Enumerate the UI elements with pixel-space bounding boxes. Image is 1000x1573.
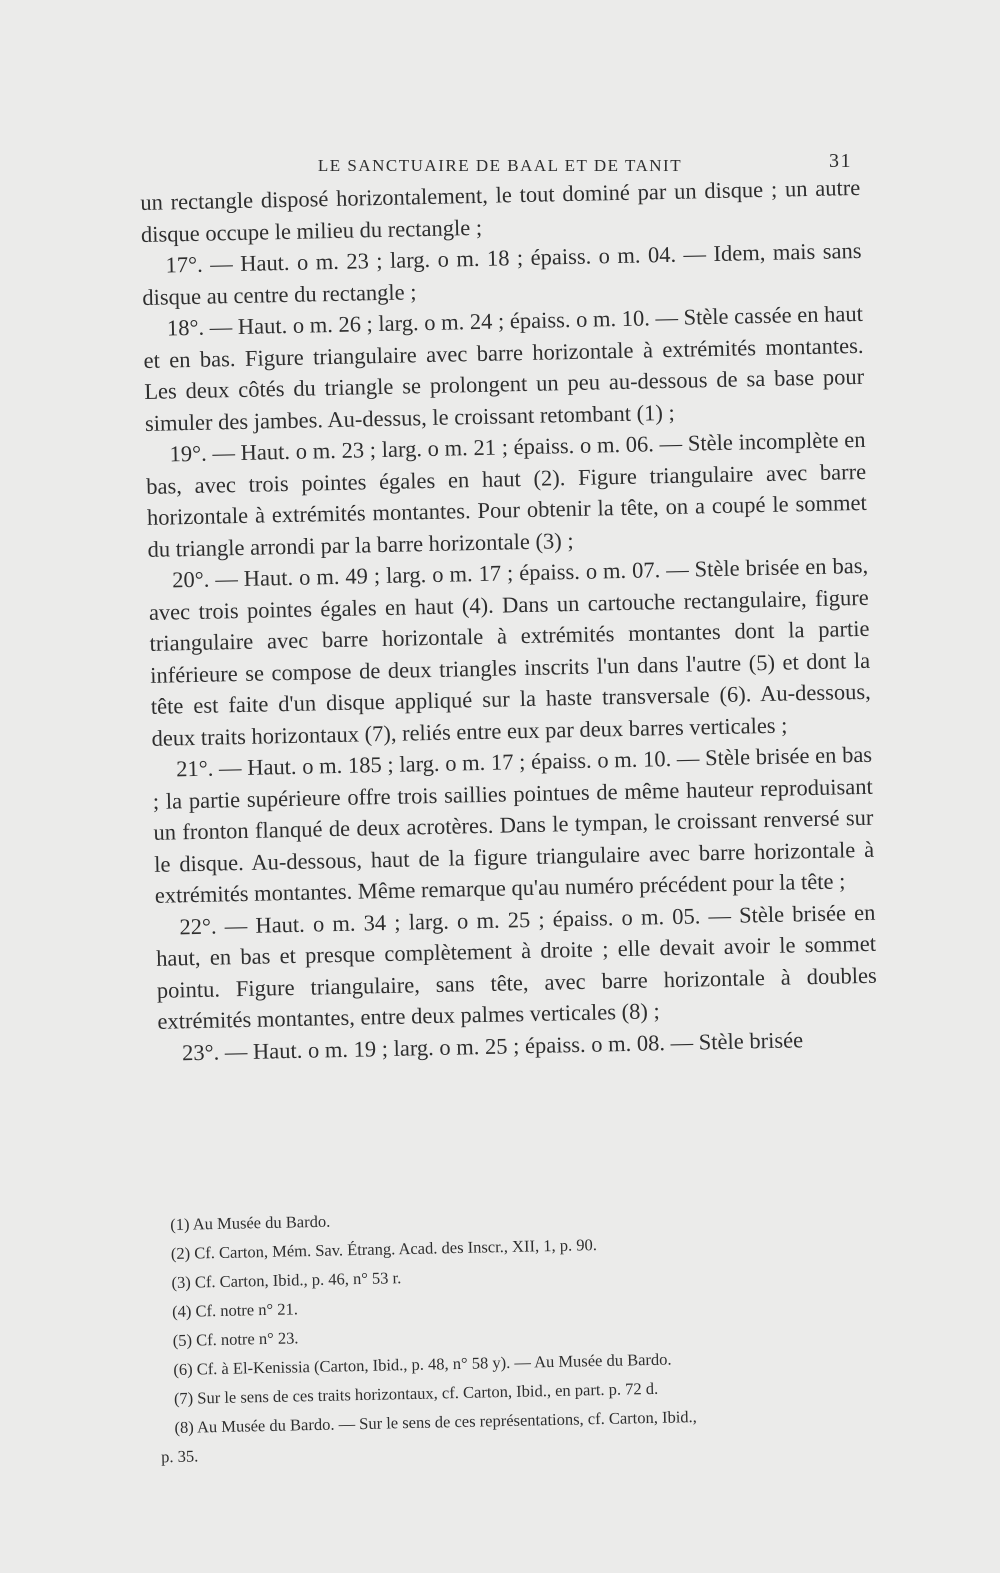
- footnote-5: (5) Cf. notre n° 23.: [172, 1328, 299, 1350]
- footnote-8: (8) Au Musée du Bardo. — Sur le sens de ces représentations, cf. Carton, Ibid.,: [174, 1407, 698, 1437]
- footnote-7: (7) Sur le sens de ces traits horizontaux, cf. Carton, Ibid., en part. p. 72 d.: [173, 1378, 659, 1408]
- entry-18: 18°. — Haut. o m. 26 ; larg. o m. 24 ; épaiss. o m. 10. — Stèle cassée en haut et en bas. Figure triangulaire avec barre horizontale à extrémités montantes. Les deux côtés du triangle se prolongent un peu au-dessous de sa base pour simuler des jambes. Au-dessus, le croissant retombant (1) ;: [143, 300, 865, 436]
- entry-23: 23°. — Haut. o m. 19 ; larg. o m. 25 ; épaiss. o m. 08. — Stèle brisée: [181, 1026, 804, 1065]
- entry-21: 21°. — Haut. o m. 185 ; larg. o m. 17 ; épaiss. o m. 10. — Stèle brisée en bas ; la partie supérieure offre trois saillies pointues de même hauteur reproduisant un fronton flanqué de deux acrotères. Dans le tympan, le croissant renversé sur le disque. Au-dessous, haut de la figure triangulaire avec barre horizontale à extrémités montantes. Même remarque qu'au numéro précédent pour la tête ;: [152, 741, 875, 908]
- entry-20: 20°. — Haut. o m. 49 ; larg. o m. 17 ; épaiss. o m. 07. — Stèle brisée en bas, avec trois pointes égales en haut (4). Dans un cartouche rectangulaire, figure triangulaire avec barre horizontale à extrémités montantes dont la partie inférieure se compose de deux triangles inscrits l'un dans l'autre (5) et dont la tête est faite d'un disque appliqué sur la haste transversale (6). Au-dessous, deux traits horizontaux (7), reliés entre eux par deux barres verticales ;: [148, 552, 871, 751]
- page-number: 31: [829, 150, 852, 172]
- footnote-1: (1) Au Musée du Bardo.: [170, 1211, 331, 1234]
- entry-19: 19°. — Haut. o m. 23 ; larg. o m. 21 ; épaiss. o m. 06. — Stèle incomplète en bas, avec trois pointes égales en haut (2). Figure triangulaire avec barre horizontale à extrémités montantes. Pour obtenir la tête, on a coupé le sommet du triangle arrondi par la barre horizontale (3) ;: [146, 426, 868, 562]
- running-title: LE SANCTUAIRE DE BAAL ET DE TANIT: [317, 156, 683, 175]
- entry-17: 17°. — Haut. o m. 23 ; larg. o m. 18 ; épaiss. o m. 04. — Idem, mais sans disque au centre du rectangle ;: [142, 237, 862, 310]
- footnote-8-continuation: p. 35.: [160, 1446, 199, 1467]
- footnote-2: (2) Cf. Carton, Mém. Sav. Étrang. Acad. des Inscr., XII, 1, p. 90.: [170, 1235, 598, 1263]
- footnote-6: (6) Cf. à El-Kenissia (Carton, Ibid., p. 48, n° 58 y). — Au Musée du Bardo.: [173, 1349, 672, 1379]
- entry-22: 22°. — Haut. o m. 34 ; larg. o m. 25 ; épaiss. o m. 05. — Stèle brisée en haut, en bas et presque complètement à droite ; elle devait avoir le sommet pointu. Figure triangulaire, sans tête, avec barre horizontale à doubles extrémités montantes, entre deux palmes verticales (8) ;: [155, 899, 877, 1034]
- paragraph-continuation: un rectangle disposé horizontalement, le tout dominé par un disque ; un autre disque occupe le milieu du rectangle ;: [140, 174, 861, 247]
- footnote-3: (3) Cf. Carton, Ibid., p. 46, n° 53 r.: [171, 1268, 402, 1292]
- footnotes: [160, 1195, 875, 1471]
- footnote-4: (4) Cf. notre n° 21.: [171, 1299, 299, 1321]
- main-text: [140, 172, 878, 1069]
